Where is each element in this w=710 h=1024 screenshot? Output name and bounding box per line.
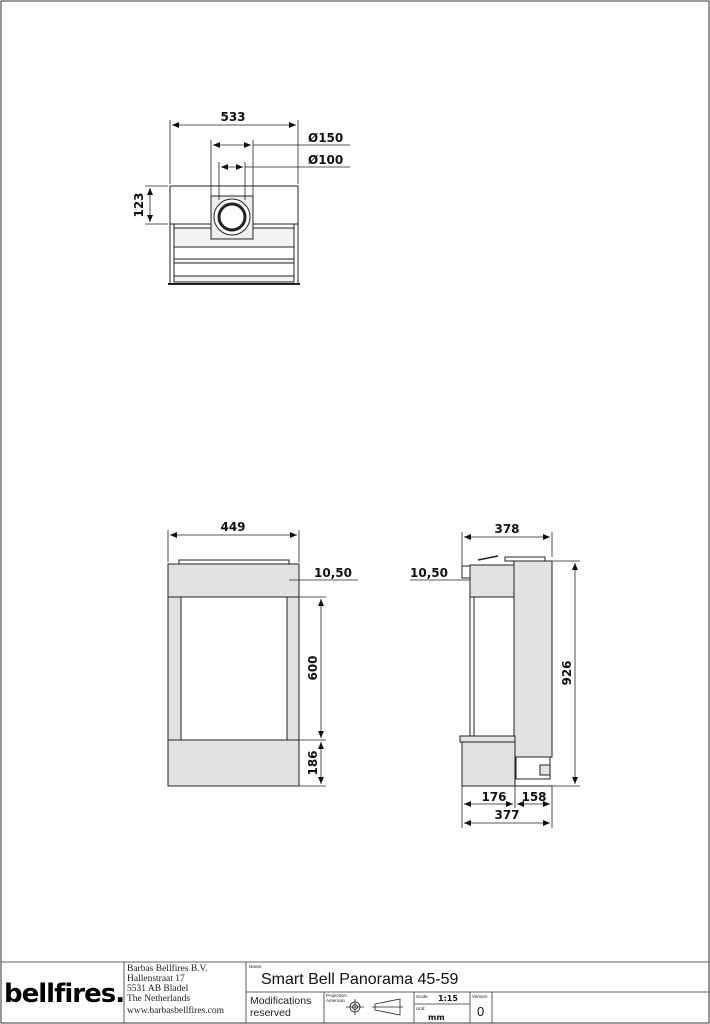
- front-top-cap: [179, 560, 289, 564]
- top-grille-slot: [174, 247, 294, 259]
- company-logo: bellfires.: [4, 979, 125, 1009]
- flue-inner-label: Ø100: [308, 153, 344, 167]
- modifications-note: Modifications: [250, 995, 312, 1007]
- side-base-right-label: 158: [521, 790, 547, 804]
- side-offset-label: 10,50: [410, 566, 448, 580]
- modifications-note: reserved: [250, 1007, 291, 1019]
- product-name: Smart Bell Panorama 45-59: [261, 971, 459, 988]
- side-base: [462, 742, 515, 786]
- front-view: [168, 560, 299, 786]
- projection-symbol-icon: [346, 999, 403, 1015]
- front-base-height-label: 186: [306, 750, 320, 776]
- side-glass-frame: [470, 597, 474, 740]
- front-upper-panel: [168, 564, 299, 597]
- flue-outer-label: Ø150: [308, 131, 344, 145]
- front-glass-left-frame: [168, 597, 181, 740]
- scale-value: 1:15: [438, 994, 458, 1003]
- address-line: 5531 AB Bladel: [127, 984, 189, 994]
- side-base-left-label: 176: [481, 790, 507, 804]
- sheet-border: [1, 1, 709, 1023]
- side-upper-body: [470, 565, 514, 597]
- scale-caption: Scale:: [416, 994, 429, 999]
- name-caption: Name:: [249, 964, 263, 969]
- address-line: The Netherlands: [127, 994, 191, 1004]
- top-grille-slot: [174, 263, 294, 276]
- side-bottom-width-label: 377: [494, 808, 520, 822]
- unit-caption: Unit:: [416, 1006, 426, 1011]
- address-line: Barbas Bellfires B.V.: [127, 964, 208, 974]
- front-glass-height-label: 600: [306, 655, 320, 681]
- top-view: [168, 186, 300, 284]
- flue-inner-circle: [219, 204, 245, 230]
- top-width-label: 533: [220, 110, 246, 124]
- version-value: 0: [477, 1004, 485, 1019]
- address-line: Hallenstraat 17: [127, 974, 185, 984]
- unit-value: mm: [428, 1013, 445, 1022]
- front-glass: [181, 597, 287, 740]
- side-rear-body: [514, 561, 552, 757]
- company-address: [127, 963, 225, 1016]
- side-height-label: 926: [560, 660, 574, 686]
- projection-caption: Projection:: [326, 993, 348, 998]
- front-glass-right-frame: [287, 597, 299, 740]
- front-base: [168, 740, 299, 786]
- front-width-label: 449: [220, 520, 246, 534]
- top-depth-label: 123: [132, 192, 146, 218]
- address-line: www.barbasbellfires.com: [127, 1006, 224, 1016]
- version-caption: Version:: [472, 994, 489, 999]
- side-view: [460, 556, 552, 786]
- projection-caption: American: [326, 998, 346, 1003]
- side-glass: [474, 597, 514, 740]
- front-offset-label: 10,50: [314, 566, 352, 580]
- side-top-width-label: 378: [494, 522, 520, 536]
